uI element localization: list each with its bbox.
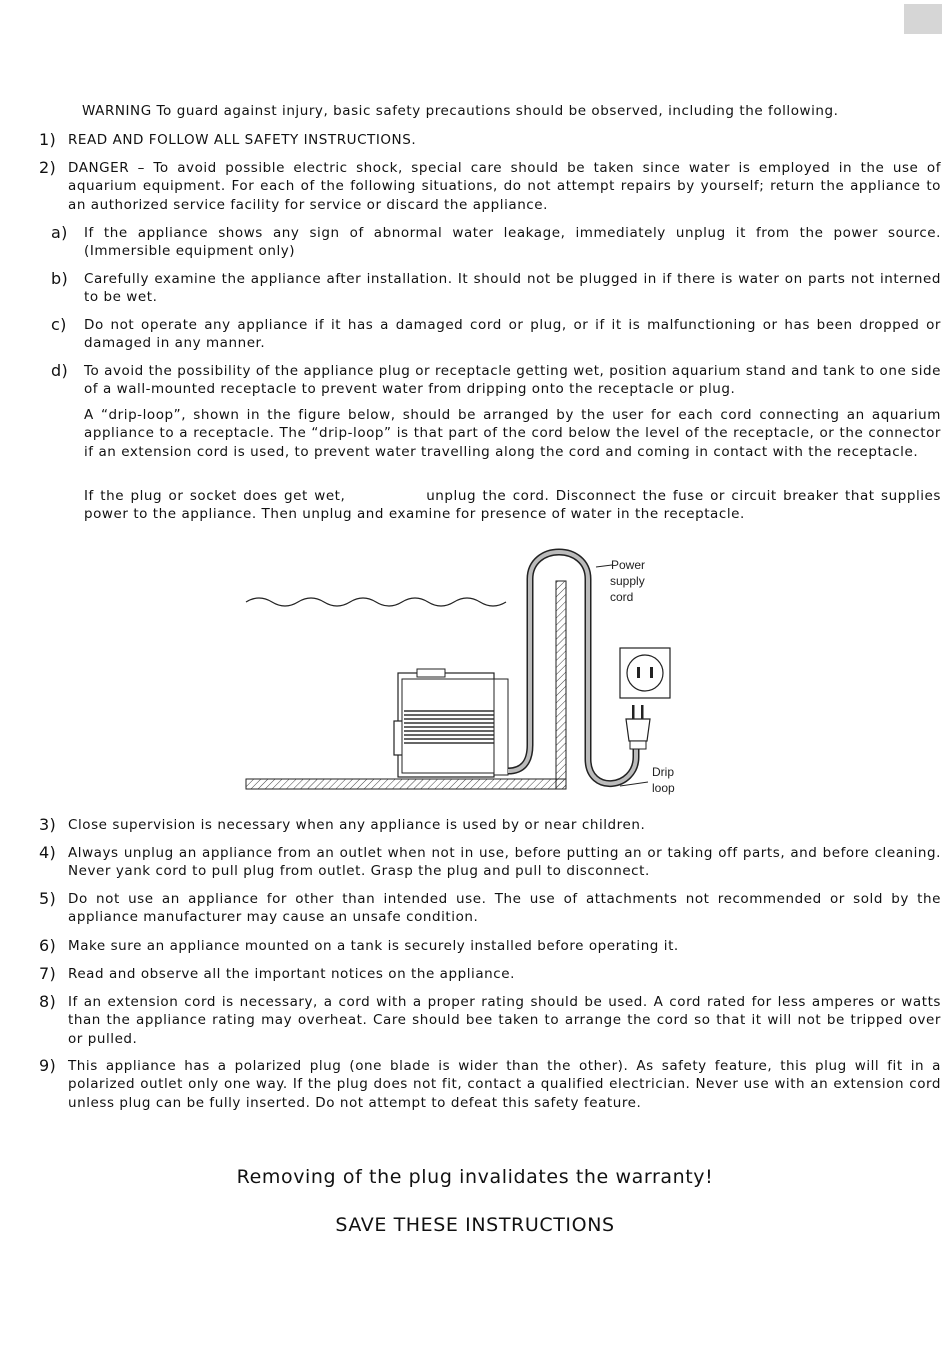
item-text: This appliance has a polarized plug (one blade is wider than the other). As safety feature, this plug will fit in a polarized outlet only one way. If the plug does not fit, contact a qualified electrician. Never use with an extension cord unless plug can be fully inserted. Do not attempt to defeat this safety feature. xyxy=(68,1058,941,1111)
item-text: If an extension cord is necessary, a cord with a proper rating should be used. A cord rated for less amperes or watts than the appliance rating may overheat. Care should bee taken to arrange the cord so that it will not be tripped over or pulled. xyxy=(68,994,941,1047)
item-number: 6) xyxy=(39,936,57,955)
item-number: c) xyxy=(51,315,67,334)
pump-device xyxy=(394,669,508,777)
item-text: Make sure an appliance mounted on a tank is securely installed before operating it. xyxy=(68,938,679,954)
item-number: 3) xyxy=(39,815,57,834)
item-number: 5) xyxy=(39,889,57,908)
drip-loop-figure xyxy=(240,545,690,800)
item-number: 1) xyxy=(39,130,57,149)
wall-socket xyxy=(620,648,670,698)
label-supply: supply xyxy=(610,574,645,588)
item-text: If the appliance shows any sign of abnormal water leakage, immediately unplug it from the power source. (Immersible equipment only) xyxy=(84,225,941,260)
plug xyxy=(626,705,650,749)
page-corner-tab xyxy=(904,4,942,34)
tank-wall-hatched xyxy=(556,581,566,789)
item-text: DANGER – To avoid possible electric shock, special care should be taken since water is employed in the use of aquarium equipment. For each of the following situations, do not attempt repairs by yourself; return the appliance to an authorized service facility for service or discard the appliance. xyxy=(68,160,941,213)
item-text: Close supervision is necessary when any appliance is used by or near children. xyxy=(68,817,646,833)
tank-floor-hatched xyxy=(246,779,566,789)
item-number: 9) xyxy=(39,1056,57,1075)
item-text: Read and observe all the important notices on the appliance. xyxy=(68,966,515,982)
item-text: Carefully examine the appliance after installation. It should not be plugged in if there is water on parts not interned to be wet. xyxy=(84,271,941,306)
wet-plug-text-start: If the plug or socket does get wet, xyxy=(84,488,346,504)
label-drip: Drip xyxy=(652,765,675,779)
save-instructions-heading: SAVE THESE INSTRUCTIONS xyxy=(335,1214,615,1236)
item-number: d) xyxy=(51,361,68,380)
drip-loop-paragraph: A “drip-loop”, shown in the figure below, should be arranged by the user for each cord connecting an aquarium appliance to a receptacle. The “drip-loop” is that part of the cord below the level of the receptacle, or the connector if an extension cord is used, to prevent water travelling along the cord and coming in contact with the receptacle. xyxy=(84,407,941,460)
item-number: a) xyxy=(51,223,68,242)
item-text: To avoid the possibility of the appliance plug or receptacle getting wet, position aquarium stand and tank to one side of a wall-mounted receptacle to prevent water from dripping onto the receptacle or plug. xyxy=(84,363,942,398)
item-number: 4) xyxy=(39,843,57,862)
item-number: 2) xyxy=(39,158,57,177)
label-loop: loop xyxy=(652,781,675,795)
label-power: Power xyxy=(611,558,646,572)
item-number: 8) xyxy=(39,992,57,1011)
item-number: 7) xyxy=(39,964,57,983)
wet-plug-paragraph xyxy=(84,487,941,524)
water-surface-wave xyxy=(246,598,506,606)
label-cord: cord xyxy=(610,590,634,604)
item-number: b) xyxy=(51,269,68,288)
warning-intro: WARNING To guard against injury, basic safety precautions should be observed, including the following. xyxy=(82,103,839,119)
item-text: READ AND FOLLOW ALL SAFETY INSTRUCTIONS. xyxy=(68,132,417,148)
item-text: Do not use an appliance for other than intended use. The use of attachments not recommended or sold by the appliance manufacturer may cause an unsafe condition. xyxy=(68,891,941,926)
warranty-notice: Removing of the plug invalidates the warranty! xyxy=(236,1166,714,1188)
item-text: Always unplug an appliance from an outlet when not in use, before putting an or taking off parts, and before cleaning. Never yank cord to pull plug from outlet. Grasp the plug and pull to disconnect. xyxy=(68,845,941,880)
item-text: Do not operate any appliance if it has a damaged cord or plug, or if it is malfunctioning or has been dropped or damaged in any manner. xyxy=(84,317,941,352)
wet-plug-text-end: unplug the cord. Disconnect the fuse or circuit breaker that supplies power to the appliance. Then unplug and examine for presence of water in the receptacle. xyxy=(84,488,941,523)
